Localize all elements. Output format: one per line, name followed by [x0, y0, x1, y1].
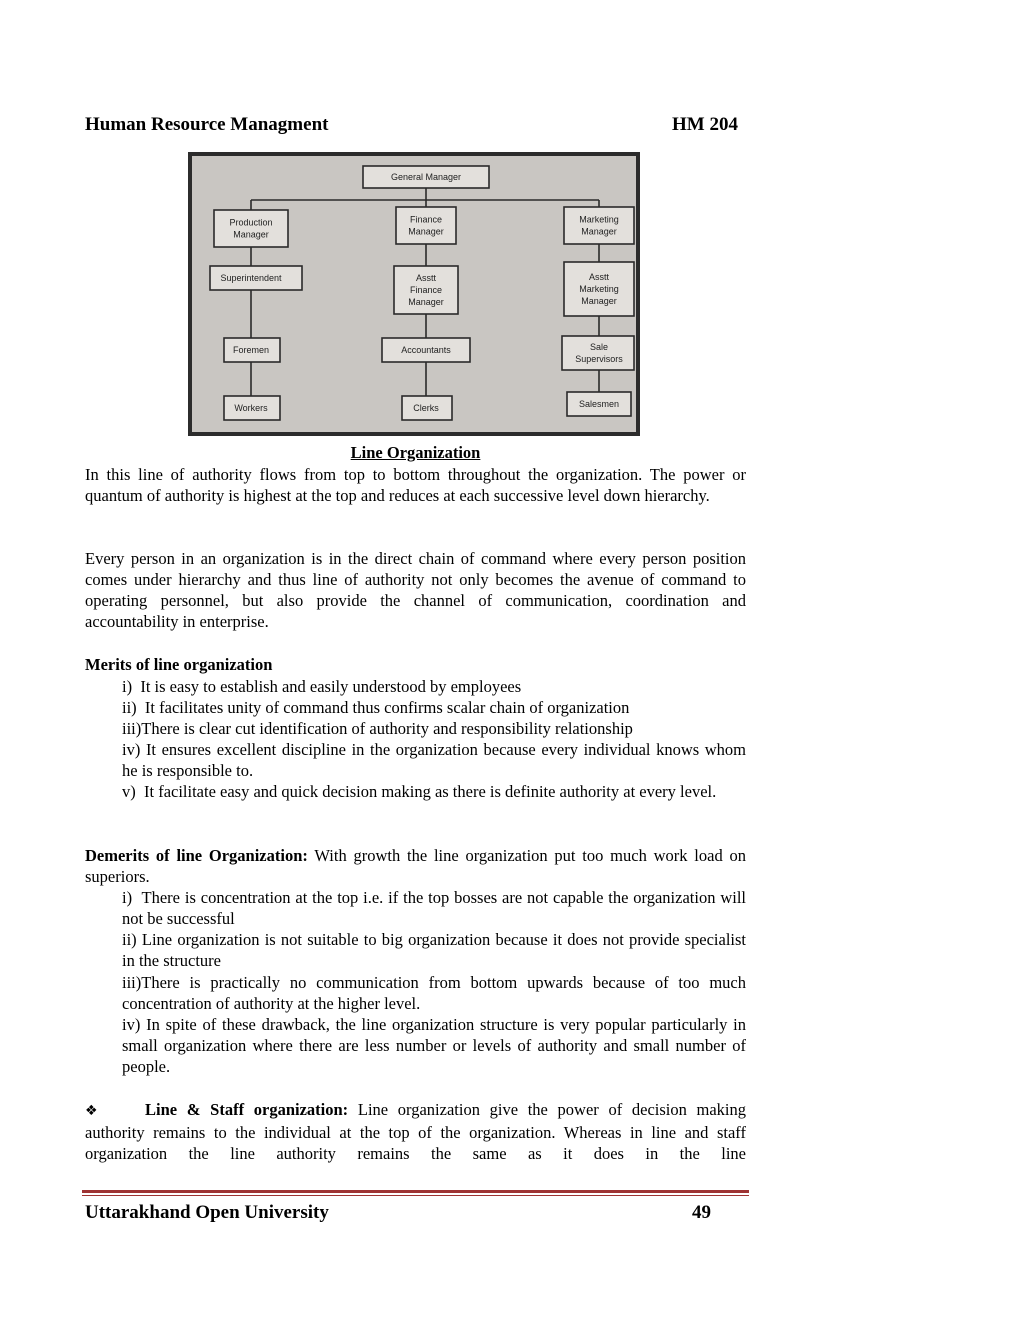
box-marketing-manager: [564, 207, 634, 244]
chart-label-second: Marketing: [579, 284, 619, 294]
merit-item: [122, 676, 746, 697]
chart-label-second: Superintendent: [220, 273, 282, 283]
chart-label-manager: Marketing: [579, 214, 619, 225]
chart-label-manager: Manager: [233, 229, 269, 240]
page-number: 49: [692, 1202, 711, 1223]
item-number: iii): [122, 719, 142, 738]
demerit-item: [122, 1014, 746, 1077]
box-finance-manager: [396, 207, 456, 244]
figure-caption: Line Organization: [350, 443, 481, 462]
chart-label-second: Manager: [408, 297, 444, 307]
item-text: It facilitates unity of command thus confirms scalar chain of organization: [144, 698, 630, 717]
line-organization-chart: [188, 152, 640, 436]
diamond-bullet-icon: ❖: [85, 1103, 98, 1119]
chart-label-fourth: Salesmen: [578, 399, 620, 409]
item-number: i): [122, 888, 133, 907]
chart-label-fourth: Workers: [234, 403, 268, 413]
chart-label-top: General Manager: [390, 172, 462, 182]
chart-label-manager: Manager: [581, 226, 617, 237]
chart-label-third: Foremen: [232, 345, 270, 355]
demerits-paragraph: [85, 845, 746, 887]
chart-label-third: Accountants: [401, 345, 451, 355]
item-text: There is practically no communication from bottom upwards because of too much concentration of authority at the higher level.: [122, 973, 746, 1013]
item-text: There is concentration at the top i.e. if the top bosses are not capable the organization will not be successful: [122, 888, 746, 928]
merit-item: [122, 739, 746, 781]
chart-label-third: Supervisors: [575, 354, 623, 364]
item-number: ii): [122, 930, 137, 949]
merits-heading: Merits of line organization: [85, 655, 273, 674]
paragraph-chain-of-command: Every person in an organization is in the direct chain of command where every person position comes under hierarchy and thus line of authority not only becomes the avenue of command to operating personnel, but also provide the channel of communication, coordination and accountability in enterprise.: [85, 549, 746, 631]
chart-label-manager: Finance: [409, 214, 443, 225]
demerits-heading: Demerits of line Organization:: [85, 846, 308, 865]
paragraph-authority-flow: In this line of authority flows from top to bottom throughout the organization. The power or quantum of authority is highest at the top and reduces at each successive level down hierarchy.: [85, 465, 746, 505]
merit-item: [122, 718, 746, 739]
demerit-item: [122, 887, 746, 929]
footer-rule-thin: [82, 1195, 749, 1196]
merit-item: [122, 697, 746, 718]
running-header-title: Human Resource Managment: [85, 114, 329, 135]
chart-label-second: Manager: [581, 296, 617, 306]
footer-rule: [82, 1190, 749, 1193]
chart-label-fourth: Clerks: [413, 403, 439, 413]
line-staff-text: Line organization give the power of decision making authority remains to the individual at the top of the organization. Whereas in line and staff organization the line authority remains the same as it does in the line: [85, 1100, 747, 1163]
item-number: i): [122, 677, 133, 696]
item-text: It facilitate easy and quick decision making as there is definite authority at every level.: [144, 782, 717, 801]
running-header-code: HM 204: [672, 114, 738, 135]
demerit-item: [122, 929, 746, 971]
line-staff-heading: Line & Staff organization:: [145, 1100, 349, 1119]
item-text: It ensures excellent discipline in the organization because every individual knows whom he is responsible to.: [122, 740, 746, 780]
chart-label-second: Finance: [409, 285, 443, 295]
demerit-item: [122, 972, 746, 1014]
box-production-manager: [214, 210, 288, 247]
chart-label-manager: Production: [229, 217, 273, 228]
item-text: It is easy to establish and easily understood by employees: [140, 677, 522, 696]
chart-label-second: Asstt: [415, 273, 437, 283]
item-number: ii): [122, 698, 137, 717]
item-text: There is clear cut identification of authority and responsibility relationship: [141, 719, 633, 738]
item-text: Line organization is not suitable to big organization because it does not provide specialist in the structure: [122, 930, 747, 970]
chart-label-second: Asstt: [588, 272, 610, 282]
merit-item: [122, 781, 746, 802]
item-number: iv): [122, 740, 141, 759]
item-number: iv): [122, 1015, 141, 1034]
chart-label-third: Sale: [589, 342, 609, 352]
item-text: In spite of these drawback, the line organization structure is very popular particularly in small organization where there are less number or levels of authority and small number of people.: [122, 1015, 746, 1076]
line-staff-paragraph: [85, 1099, 746, 1164]
chart-label-manager: Manager: [408, 226, 444, 237]
footer-university: Uttarakhand Open University: [85, 1202, 329, 1223]
item-number: v): [122, 782, 136, 801]
item-number: iii): [122, 973, 142, 992]
demerits-intro: With growth the line organization put too much work load on superiors.: [85, 846, 746, 886]
